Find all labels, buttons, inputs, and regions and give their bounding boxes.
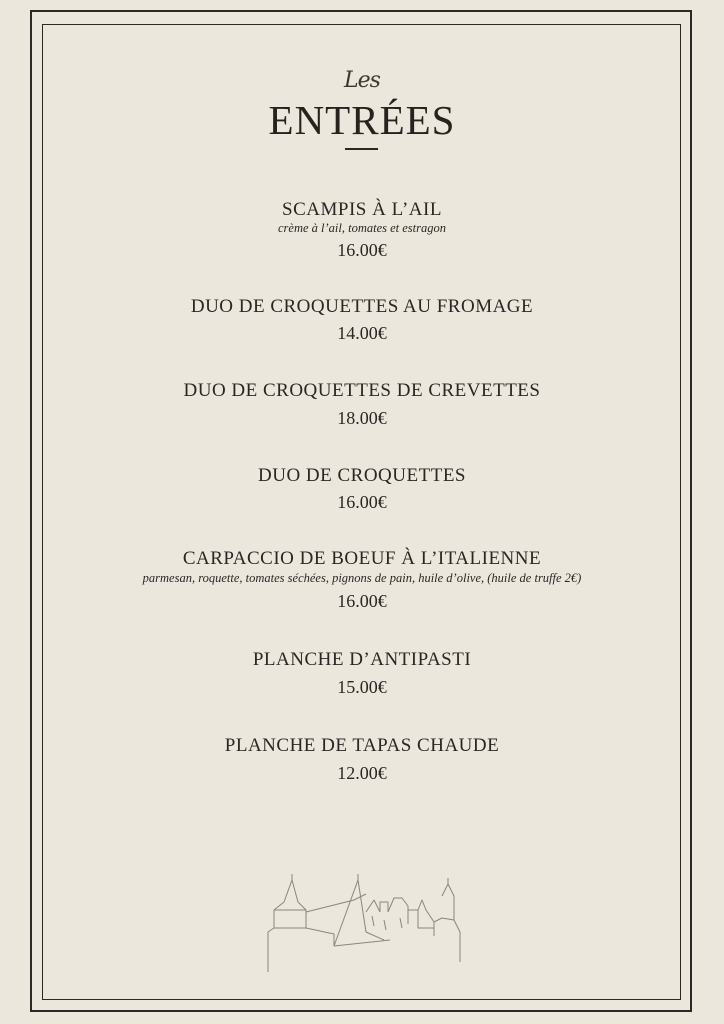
- menu-item-name: SCAMPIS À L’AIL: [282, 199, 442, 220]
- menu-item-price: 16.00€: [337, 492, 387, 512]
- page-title: ENTRÉES: [268, 97, 456, 143]
- castle-line-drawing-icon: [262, 872, 462, 977]
- menu-item-price: 18.00€: [337, 408, 387, 428]
- menu-item-name: DUO DE CROQUETTES: [258, 465, 466, 486]
- menu-item-description: parmesan, roquette, tomates séchées, pignons de pain, huile d’olive, (huile de truffe 2€): [142, 571, 582, 585]
- menu-item-price: 15.00€: [337, 677, 387, 697]
- menu-item-description: crème à l’ail, tomates et estragon: [277, 221, 447, 235]
- menu-item-name: PLANCHE DE TAPAS CHAUDE: [224, 735, 500, 756]
- menu-item-price: 12.00€: [337, 763, 387, 783]
- title-divider: [345, 148, 378, 150]
- menu-item-name: DUO DE CROQUETTES DE CREVETTES: [183, 380, 541, 401]
- menu-item-name: CARPACCIO DE BOEUF À L’ITALIENNE: [182, 548, 542, 569]
- menu-item-price: 14.00€: [337, 323, 387, 343]
- menu-item-price: 16.00€: [337, 591, 387, 611]
- menu-item-name: PLANCHE D’ANTIPASTI: [252, 649, 472, 670]
- title-script-les: Les: [344, 68, 380, 93]
- menu-item-price: 16.00€: [337, 240, 387, 260]
- menu-item-name: DUO DE CROQUETTES AU FROMAGE: [190, 296, 534, 317]
